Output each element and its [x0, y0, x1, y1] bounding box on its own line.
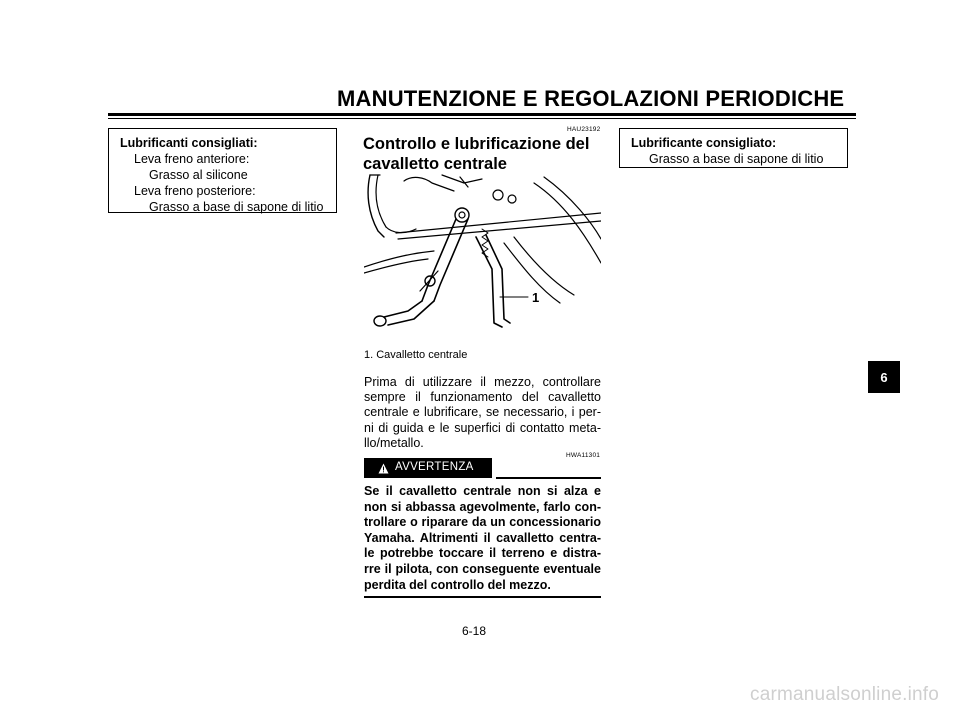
rear-brake-label: Leva freno posteriore:: [134, 184, 256, 198]
box-title: Lubrificante consigliato:: [631, 136, 777, 150]
body-line: llo/metallo.: [364, 435, 424, 450]
section-title-line1: Controllo e lubrificazione del: [363, 135, 590, 153]
warning-line: Yamaha. Altrimenti il cavalletto centra-: [364, 530, 601, 545]
warning-triangle-icon: [378, 463, 389, 474]
section-title: [363, 134, 603, 174]
warning-line: le potrebbe toccare il terreno e distra-: [364, 546, 601, 561]
lubricant-value: Grasso a base di sapone di litio: [649, 152, 824, 166]
center-stand-illustration: [364, 173, 601, 333]
watermark-text: carmanualsonline.info: [750, 684, 940, 705]
chapter-tab-number: 6: [880, 369, 888, 385]
front-brake-label: Leva freno anteriore:: [134, 152, 250, 166]
page-number: 6-18: [462, 624, 487, 638]
recommended-lubricant-box: [619, 128, 848, 168]
recommended-lubricants-box: [108, 128, 337, 213]
body-line: centrale e lubrificare, se necessario, i per-: [364, 405, 601, 420]
warning-line: rre il pilota, con conseguente eventuale: [364, 561, 601, 576]
warning-line: Se il cavalletto centrale non si alza e: [364, 484, 601, 498]
figure-caption: 1. Cavalletto centrale: [364, 349, 468, 361]
warning-line: trollare o riparare da un concessionario: [364, 515, 601, 530]
body-line: ni di guida e le superfici di contatto meta-: [364, 420, 601, 435]
header-rule-thin: [108, 118, 856, 119]
page-header-title: MANUTENZIONE E REGOLAZIONI PERIODICHE: [337, 86, 845, 111]
header-rule: [108, 113, 856, 116]
rear-brake-value: Grasso a base di sapone di litio: [149, 200, 324, 214]
warning-label: [364, 458, 492, 478]
warning-label-text: AVVERTENZA: [395, 461, 474, 473]
warning-text: [364, 484, 601, 593]
chapter-tab[interactable]: [868, 361, 900, 393]
warning-bottom-rule: [364, 596, 601, 598]
box-title: Lubrificanti consigliati:: [120, 136, 258, 150]
warning-line: perdita del controllo del mezzo.: [364, 577, 551, 592]
warning-rule: [496, 477, 601, 479]
front-brake-value: Grasso al silicone: [149, 168, 248, 182]
section-body: [364, 375, 601, 451]
figure-callout-number: 1: [532, 290, 540, 305]
body-line: Prima di utilizzare il mezzo, controllare: [364, 375, 601, 389]
section-title-line2: cavalletto centrale: [363, 155, 507, 173]
body-line: sempre il funzionamento del cavalletto: [364, 390, 601, 405]
warning-line: non si abbassa agevolmente, farlo con-: [364, 499, 601, 514]
section-code: HAU23192: [567, 126, 601, 133]
warning-code: HWA11301: [566, 452, 601, 459]
